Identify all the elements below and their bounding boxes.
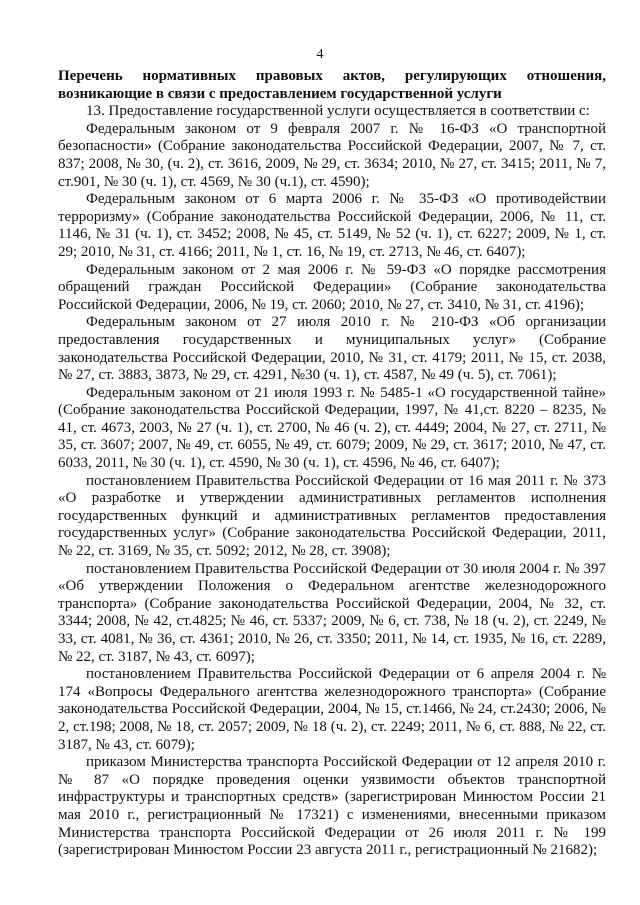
paragraph-law-5485-1: Федеральным законом от 21 июля 1993 г. № 5485-1 «О государственной тайне» (Собрание законодательства Российской Федерации, 1997, № 41,ст. 8220 – 8235, № 41, ст. 4673, 2003, № 27 (ч. 1), ст. 2700, № 46 (ч. 2), ст. 4449; 2004, № 27, ст. 2711, № 35, ст. 3607; 2007, № 49, ст. 6055, № 49, ст. 6079; 2009, № 29, ст. 3617; 2010, № 47, ст. 6033, 2011, № 30 (ч. 1), ст. 4590, № 30 (ч. 1), ст. 4596, № 46, ст. 6407); — [58, 384, 606, 472]
paragraph-law-210-fz: Федеральным законом от 27 июля 2010 г. № 210-ФЗ «Об организации предоставления государственных и муниципальных услуг» (Собрание законодательства Российской Федерации, 2010, № 31, ст. 4179; 2011, № 15, ст. 2038, № 27, ст. 3883, 3873, № 29, ст. 4291, №30 (ч. 1), ст. 4587, № 49 (ч. 5), ст. 7061); — [58, 314, 606, 384]
paragraph-decree-174: постановлением Правительства Российской Федерации от 6 апреля 2004 г. № 174 «Вопросы Федерального агентства железнодорожного транспорта» (Собрание законодательства Российской Федерации, 2004, № 15, ст.1466, № 24, ст.2430; 2006, № 2, ст.198; 2008, № 18, ст. 2057; 2009, № 18 (ч. 2), ст. 2249; 2011, № 6, ст. 888, № 22, ст. 3187, № 43, ст. 6079); — [58, 666, 606, 753]
paragraph-intro: 13. Предоставление государственной услуги осуществляется в соответствии с: — [86, 103, 590, 120]
paragraph-law-16-fz: Федеральным законом от 9 февраля 2007 г. № 16-ФЗ «О транспортной безопасности» (Собрание законодательства Российской Федерации, 2007, № 7, ст. 837; 2008, № 30, (ч. 2), ст. 3616, 2009, № 29, ст. 3634; 2010, № 27, ст. 3415; 2011, № 7, ст.901, № 30 (ч. 1), ст. 4569, № 30 (ч.1), ст. 4590); — [58, 120, 606, 190]
paragraph-order-87: приказом Министерства транспорта Российской Федерации от 12 апреля 2010 г. № 87 «О порядке проведения оценки уязвимости объектов транспортной инфраструктуры и транспортных средств» (зарегистрирован Минюстом России 21 мая 2010 г., регистрационный № 17321) с изменениями, внесенными приказом Министерства транспорта Российской Федерации от 26 июля 2011 г. № 199 (зарегистрирован Минюстом России 23 августа 2011 г., регистрационный № 21682); — [58, 754, 606, 859]
paragraph-decree-373: постановлением Правительства Российской Федерации от 16 мая 2011 г. № 373 «О разработке и утверждении административных регламентов исполнения государственных функций и административных регламентов предоставления государственных услуг» (Собрание законодательства Российской Федерации, 2011, № 22, ст. 3169, № 35, ст. 5092; 2012, № 28, ст. 3908); — [58, 472, 606, 560]
document-body — [58, 68, 606, 860]
paragraph-law-59-fz: Федеральным законом от 2 мая 2006 г. № 59-ФЗ «О порядке рассмотрения обращений граждан Российской Федерации» (Собрание законодательства Российской Федерации, 2006, № 19, ст. 2060; 2010, № 27, ст. 3410, № 31, ст. 4196); — [58, 261, 606, 313]
page-number: 4 — [316, 47, 324, 62]
paragraph-law-35-fz: Федеральным законом от 6 марта 2006 г. № 35-ФЗ «О противодействии терроризму» (Собрание законодательства Российской Федерации, 2006, № 11, ст. 1146, № 31 (ч. 1), ст. 3452; 2008, № 45, ст. 5149, № 52 (ч. 1), ст. 6227; 2009, № 1, ст. 29; 2010, № 31, ст. 4166; 2011, № 1, ст. 16, № 19, ст. 2713, № 46, ст. 6407); — [58, 191, 606, 260]
section-heading: Перечень нормативных правовых актов, регулирующих отношения, возникающие в связи с предоставлением государственной услуги — [58, 68, 606, 102]
paragraph-decree-397: постановлением Правительства Российской Федерации от 30 июля 2004 г. № 397 «Об утверждении Положения о Федеральном агентстве железнодорожного транспорта» (Собрание законодательства Российской Федерации, 2004, № 32, ст. 3344; 2008, № 42, ст.4825; № 46, ст. 5337; 2009, № 6, ст. 738, № 18 (ч. 2), ст. 2249, № 33, ст. 4081, № 36, ст. 4361; 2010, № 26, ст. 3350; 2011, № 14, ст. 1935, № 16, ст. 2289, № 22, ст. 3187, № 43, ст. 6097); — [58, 560, 606, 665]
